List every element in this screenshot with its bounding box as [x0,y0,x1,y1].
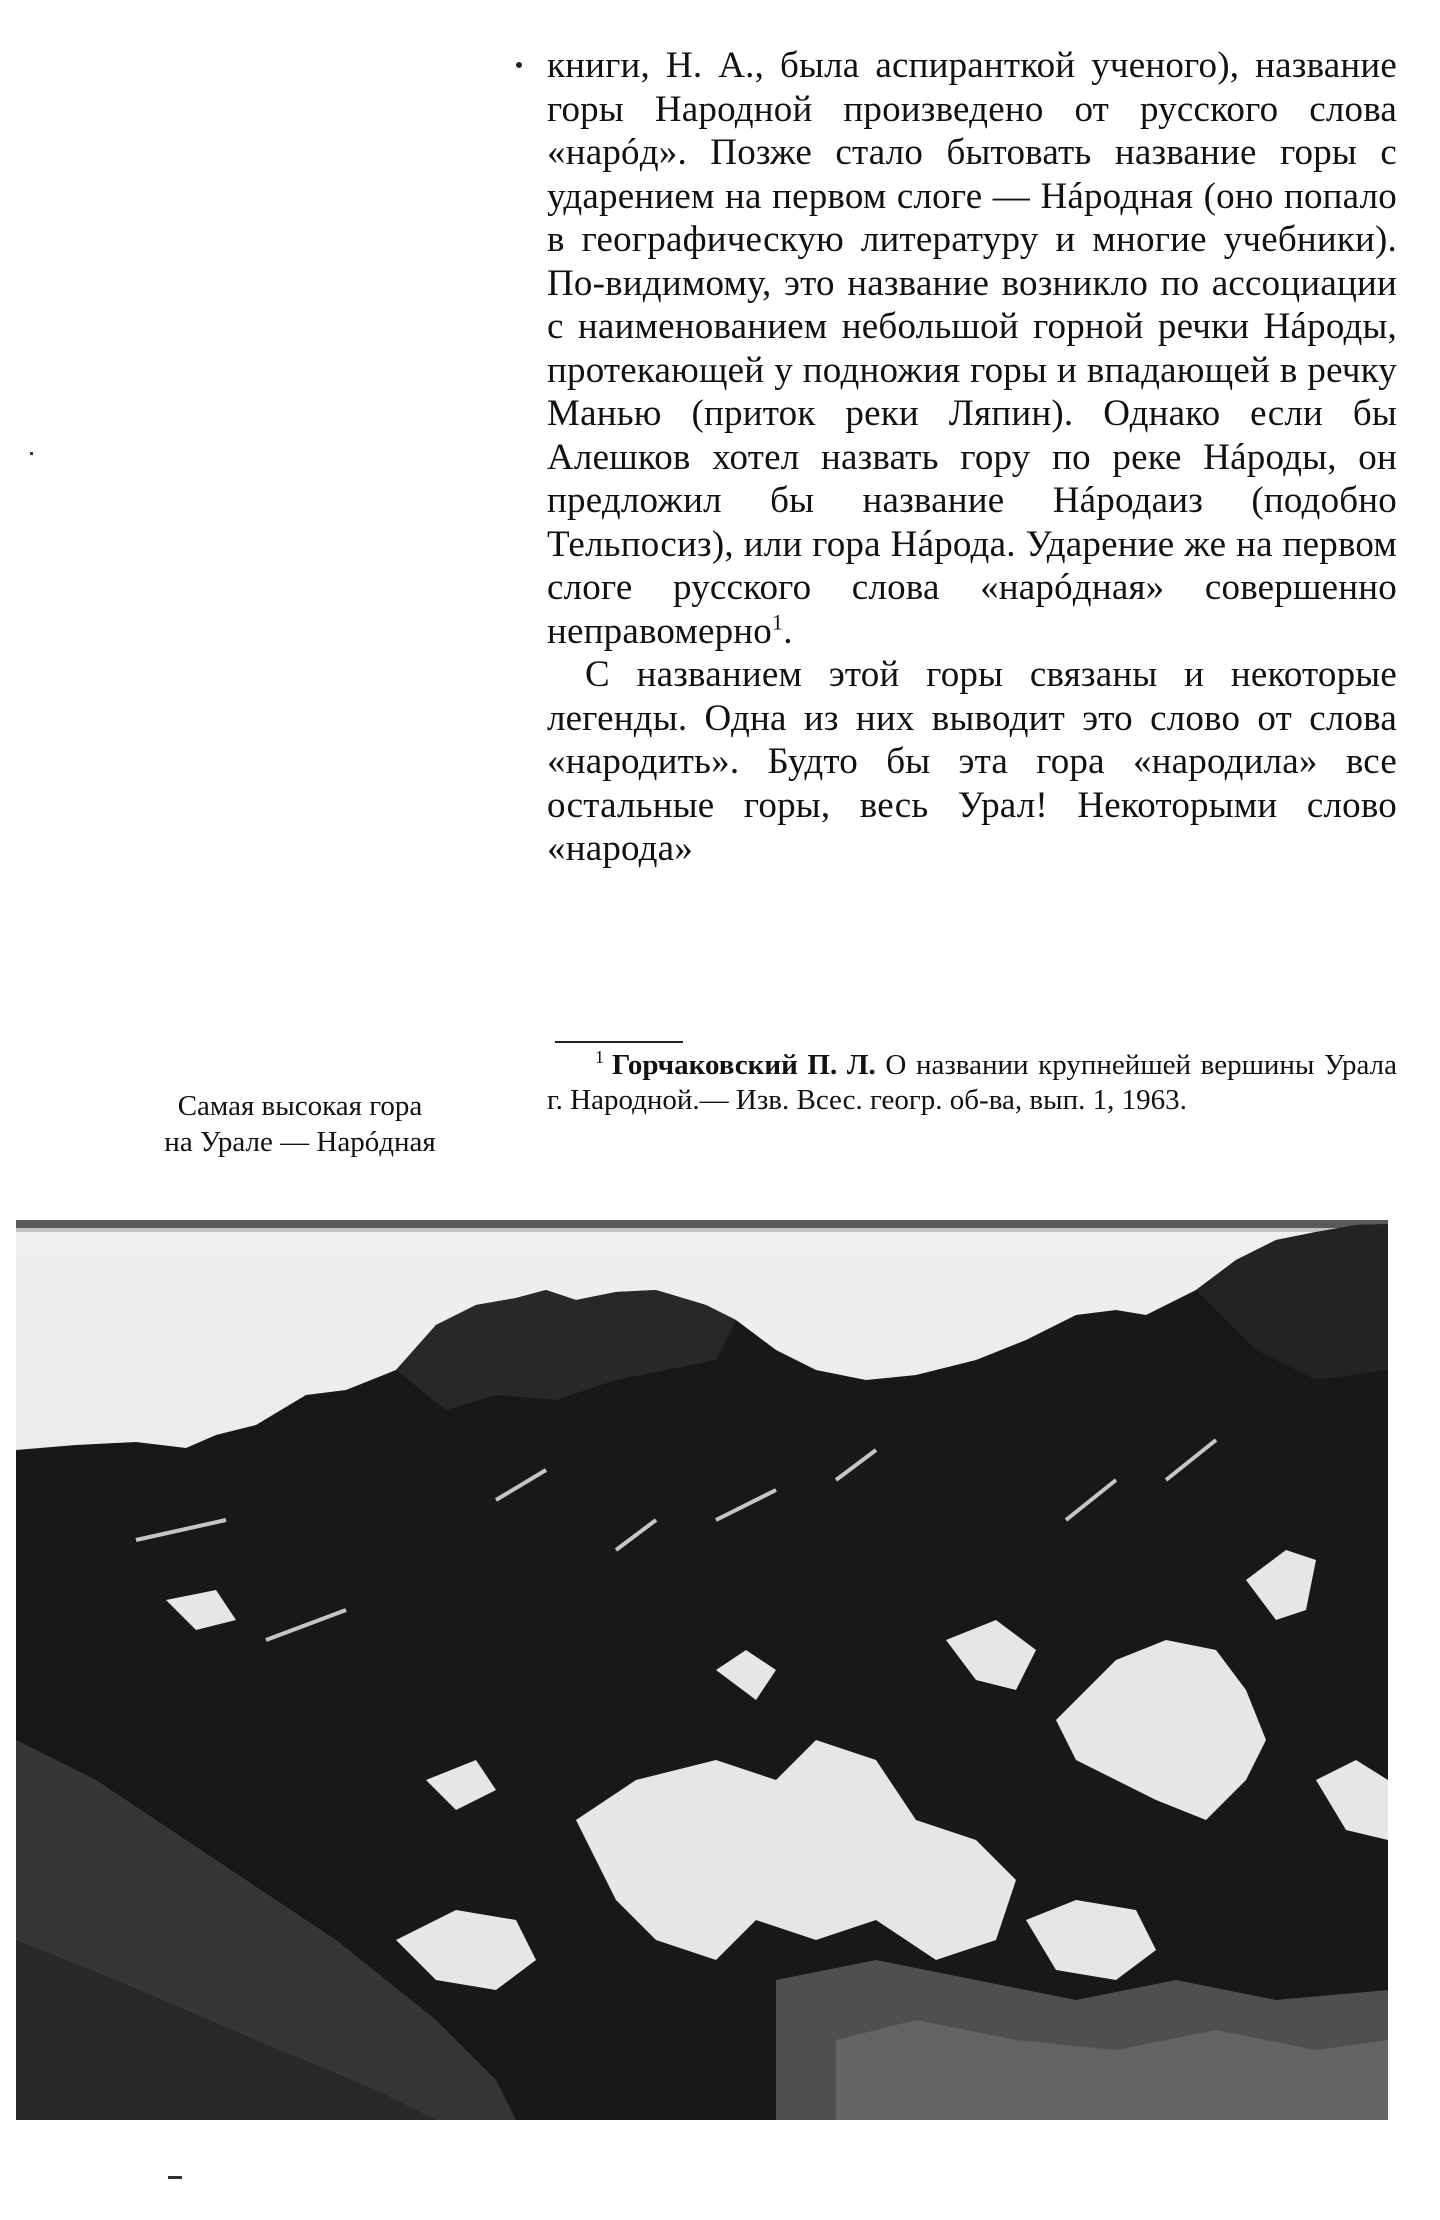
footnote-number: 1 [595,1047,604,1068]
paragraph-1 [547,44,1397,653]
mountain-photo [16,1220,1388,2120]
main-text-column [547,44,1397,871]
footnote-reference[interactable]: 1 [772,609,784,635]
paragraph-2: С названием этой горы связаны и некоторые легенды. Одна из них выводит это слово от слова «народить». Будто бы эта гора «народила» все остальные горы, весь Урал! Некоторыми слово «народа» [547,654,1397,869]
scan-speck [30,452,33,455]
photo-caption [110,1088,490,1160]
caption-line-1: Самая высокая гора [177,1090,423,1122]
footnote [547,1048,1397,1118]
scan-speck [168,2176,182,2179]
footnote-divider [555,1041,683,1043]
footnote-author: Горчаковский П. Л. [612,1049,876,1081]
paragraph-1-text: книги, Н. А., была аспиранткой ученого), название горы Народной произведено от русского слова «нарóд». Позже стало бытовать название горы с ударением на первом слоге — Нáродная (оно попало в географическую литературу и многие учебники). По-видимому, это название возникло по ассоциации с наименованием небольшой горной речки Нáроды, протекающей у подножия горы и впадающей в речку Манью (приток реки Ляпин). Однако если бы Алешков хотел назвать гору по реке Нáроды, он предложил бы название Нáродаиз (подобно Тельпосиз), или гора Нáрода. Ударение же на первом слоге русского слова «нарóдная» совершенно неправомерно [547,45,1397,652]
footnote-text: О названии крупнейшей вершины Урала г. Народной.— Изв. Всес. геогр. об-ва, вып. 1, 1963. [547,1049,1398,1116]
paragraph-1-end: . [783,610,793,652]
page-bullet-mark [516,62,522,68]
caption-line-2: на Урале — Нарóдная [164,1126,436,1158]
